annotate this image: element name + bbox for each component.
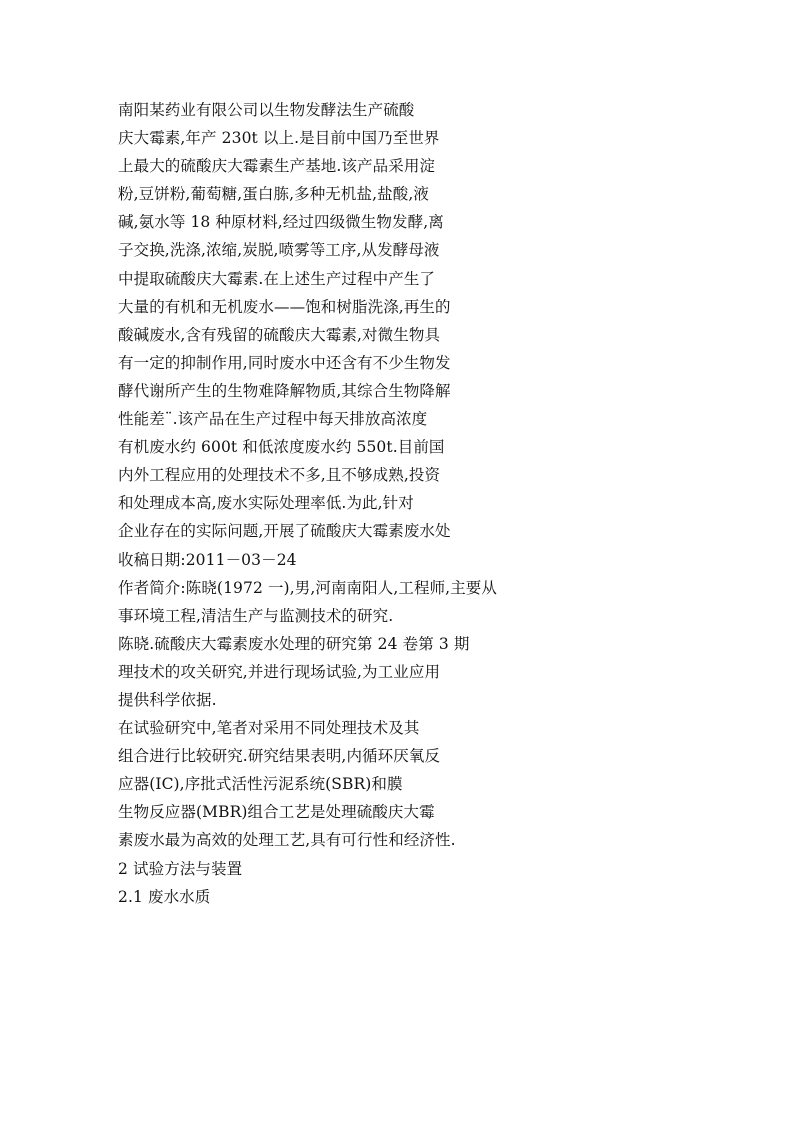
- text-line: 组合进行比较研究.研究结果表明,内循环厌氧反: [118, 747, 441, 766]
- text-line: 庆大霉素,年产 230t 以上.是目前中国乃至世界: [118, 129, 440, 148]
- text-line: 中提取硫酸庆大霉素.在上述生产过程中产生了: [118, 269, 436, 288]
- text-line: 有机废水约 600t 和低浓度废水约 550t.目前国: [118, 438, 445, 457]
- subsection-heading: 2.1 废水水质: [118, 887, 211, 906]
- text-line: 和处理成本高,废水实际处理率低.为此,针对: [118, 494, 414, 513]
- text-line: 内外工程应用的处理技术不多,且不够成熟,投资: [118, 466, 441, 485]
- text-line: 理技术的攻关研究,并进行现场试验,为工业应用: [118, 662, 441, 681]
- author-note: 作者简介:陈晓(1972 一),男,河南南阳人,工程师,主要从: [118, 578, 497, 597]
- text-line: 大量的有机和无机废水——饱和树脂洗涤,再生的: [118, 297, 451, 316]
- received-date: 收稿日期:2011－03－24: [118, 550, 297, 569]
- text-line: 上最大的硫酸庆大霉素生产基地.该产品采用淀: [118, 157, 436, 176]
- running-header: 陈晓.硫酸庆大霉素废水处理的研究第 24 卷第 3 期: [118, 634, 470, 653]
- text-line: 子交换,洗涤,浓缩,炭脱,喷雾等工序,从发酵母液: [118, 241, 440, 260]
- text-line: 酵代谢所产生的生物难降解物质,其综合生物降解: [118, 381, 451, 400]
- author-note-continued: 事环境工程,清洁生产与监测技术的研究.: [118, 606, 394, 625]
- text-line: 粉,豆饼粉,葡萄糖,蛋白胨,多种无机盐,盐酸,液: [118, 185, 429, 204]
- text-line: 南阳某药业有限公司以生物发酵法生产硫酸: [118, 101, 415, 119]
- text-line: 提供科学依据.: [118, 690, 217, 709]
- text-line: 在试验研究中,笔者对采用不同处理技术及其: [118, 719, 420, 738]
- text-line: 素废水最为高效的处理工艺,具有可行性和经济性.: [118, 831, 456, 850]
- text-line: 应器(IC),序批式活性污泥系统(SBR)和膜: [118, 775, 403, 794]
- document-text-block: [118, 96, 538, 911]
- text-line: 碱,氨水等 18 种原材料,经过四级微生物发酵,离: [118, 213, 444, 232]
- text-line: 企业存在的实际问题,开展了硫酸庆大霉素废水处: [118, 522, 451, 541]
- section-heading: 2 试验方法与装置: [118, 859, 243, 878]
- text-line: 有一定的抑制作用,同时废水中还含有不少生物发: [118, 353, 451, 372]
- text-line: 性能差¨.该产品在生产过程中每天排放高浓度: [118, 410, 428, 429]
- text-line: 酸碱废水,含有残留的硫酸庆大霉素,对微生物具: [118, 325, 441, 344]
- text-line: 生物反应器(MBR)组合工艺是处理硫酸庆大霉: [118, 803, 435, 822]
